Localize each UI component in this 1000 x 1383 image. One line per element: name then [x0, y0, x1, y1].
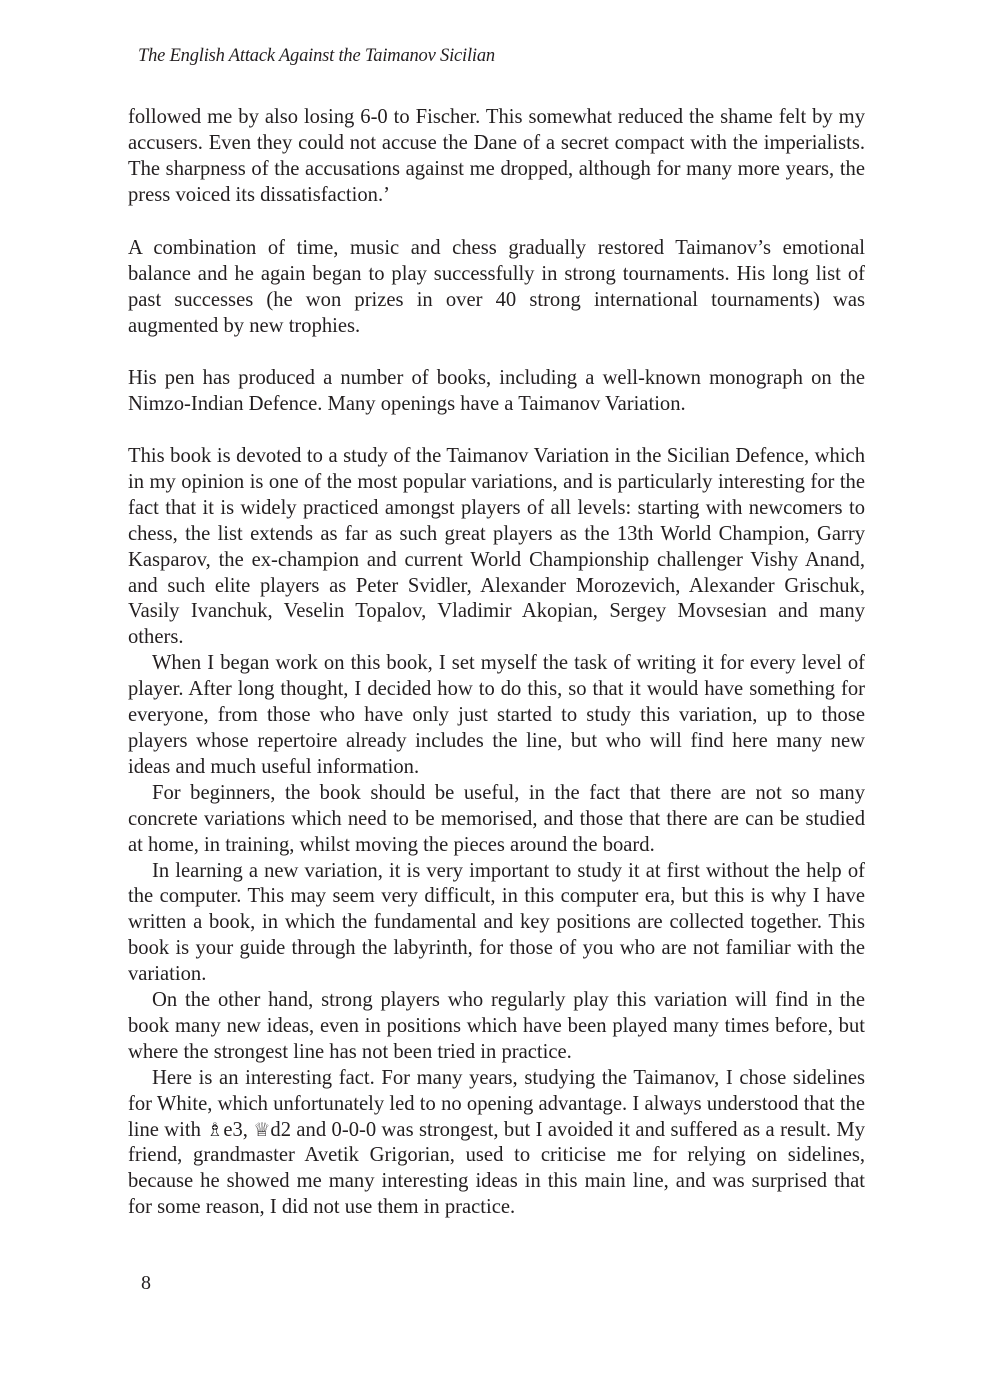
paragraph-learning: In learning a new variation, it is very important to study it at first without the help of the computer. This may seem very difficult, in this computer era, but this is why I have written a book, in which the fundamental and key positions are collected together. This book is your guide through the labyrinth, for those of you who are not familiar with the variation.	[128, 859, 865, 986]
fact-text-start: Here is an interesting fact. For many years, studying the Taimanov, I chose sidelines for White, which unfortunately led to no opening advantage. I always understood that the line with	[128, 1066, 865, 1141]
paragraph-interesting-fact	[128, 1066, 865, 1221]
paragraph-strong-players: On the other hand, strong players who regularly play this variation will find in the book many new ideas, even in positions which have been played many times before, but where the strongest line has not been tried in practice.	[128, 989, 865, 1063]
text-block-3	[128, 366, 865, 418]
paragraph-restored-balance: A combination of time, music and chess gradually restored Taimanov’s emotional balance and he again began to play successfully in strong tournaments. His long list of past successes (he won prizes in over 40 strong international tournaments) was augmented by new trophies.	[128, 237, 865, 337]
page-number: 8	[141, 1272, 151, 1294]
fact-text-move-e3: e3,	[223, 1118, 254, 1141]
paragraph-beginners: For beginners, the book should be useful, in the fact that there are not so many concrete variations which need to be memorised, and those that there are can be studied at home, in training, whilst moving the pieces around the board.	[128, 781, 865, 856]
running-head: The English Attack Against the Taimanov Sicilian	[138, 46, 495, 66]
paragraph-books: His pen has produced a number of books, including a well-known monograph on the Nimzo-Indian Defence. Many openings have a Taimanov Variation.	[128, 367, 865, 415]
paragraph-began-work: When I began work on this book, I set myself the task of writing it for every level of player. After long thought, I decided how to do this, so that it would have something for everyone, from those who have only just started to study this variation, up to those players whose repertoire already includes the line, but who will find here many new ideas and much useful information.	[128, 652, 865, 778]
fact-text-end: d2 and 0-0-0 was strongest, but I avoided it and suffered as a result. My friend, grandmaster Avetik Grigorian, used to criticise me for relying on sidelines, because he showed me many interesting ideas in this main line, and was surprised that for some reason, I did not use them in practice.	[128, 1118, 866, 1219]
paragraph-book-devoted: This book is devoted to a study of the Taimanov Variation in the Sicilian Defence, which in my opinion is one of the most popular variations, and is particularly interesting for the fact that it is widely practiced amongst players of all levels: starting with newcomers to chess, the list extends as far as such great players as the 13th World Champion, Garry Kasparov, the ex-champion and current World Championship challenger Vishy Anand, and such elite players as Peter Svidler, Alexander Morozevich, Alexander Grischuk, Vasily Ivanchuk, Veselin Topalov, Vladimir Akopian, Sergey Movsesian and many others.	[128, 445, 865, 649]
text-block-4	[128, 444, 865, 1221]
text-block-2	[128, 236, 865, 340]
paragraph-quote-end: followed me by also losing 6-0 to Fischer. This somewhat reduced the shame felt by my accusers. Even they could not accuse the Dane of a secret compact with the imperialists. The sharpness of the accusations against me dropped, although for many more years, the press voiced its dissatisfaction.’	[128, 106, 865, 206]
queen-icon: ♕	[253, 1118, 271, 1141]
text-block-1	[128, 105, 865, 209]
bishop-icon: ♗	[206, 1118, 224, 1141]
